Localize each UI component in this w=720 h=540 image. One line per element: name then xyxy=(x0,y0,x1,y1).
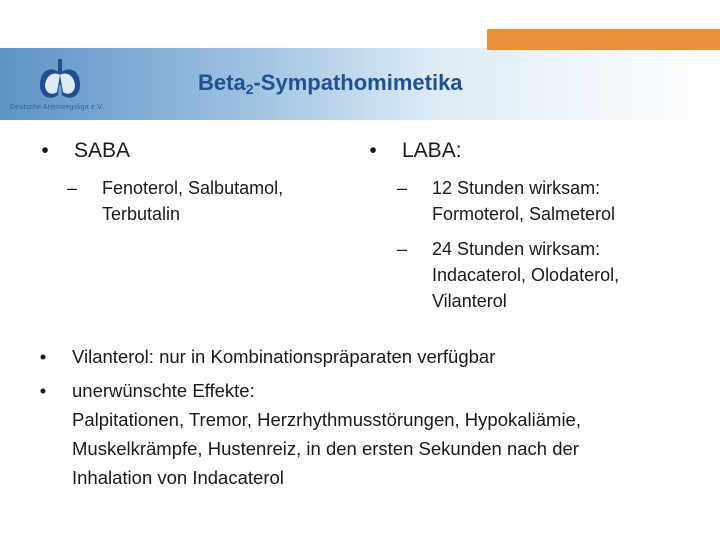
dash-marker: – xyxy=(396,239,407,259)
saba-item-line: Fenoterol, Salbutamol, xyxy=(102,178,284,198)
side-effects-line: Muskelkrämpfe, Hustenreiz, in den ersten Sekunden nach der xyxy=(72,438,579,459)
saba-item-line: Terbutalin xyxy=(102,204,181,224)
side-effects-line: Inhalation von Indacaterol xyxy=(72,467,284,488)
bullet-dot: • xyxy=(39,346,47,367)
page-title xyxy=(198,70,528,97)
side-effects-line: unerwünschte Effekte: xyxy=(72,380,255,401)
logo-caption: Deutsche Atemwegsliga e.V. xyxy=(10,104,104,111)
laba-item-line: Formoterol, Salmeterol xyxy=(432,204,616,224)
accent-bar xyxy=(487,29,720,50)
laba-item-line: 12 Stunden wirksam: xyxy=(432,178,601,198)
title-subscript: 2 xyxy=(245,81,254,97)
bullet-vilanterol xyxy=(30,342,710,371)
title-rest: -Sympathomimetika xyxy=(253,70,463,95)
bullet-dot: • xyxy=(369,139,377,162)
saba-item xyxy=(58,175,283,227)
side-effects-line: Palpitationen, Tremor, Herzrhythmusstörungen, Hypokaliämie, xyxy=(72,409,581,430)
dash-marker: – xyxy=(396,178,407,198)
title-main: Beta xyxy=(198,70,246,95)
laba-item-24h xyxy=(388,236,619,314)
laba-item-line: Indacaterol, Olodaterol, xyxy=(432,265,620,285)
bullet-laba xyxy=(358,138,462,164)
laba-item-12h xyxy=(388,175,615,227)
bullet-saba-label: SABA xyxy=(74,139,131,162)
dash-marker: – xyxy=(66,178,77,198)
bullet-vilanterol-text: Vilanterol: nur in Kombinationspräparaten verfügbar xyxy=(72,346,496,367)
bullet-side-effects xyxy=(30,376,710,492)
laba-item-line: Vilanterol xyxy=(432,291,507,311)
bullet-dot: • xyxy=(41,139,49,162)
bullet-saba xyxy=(30,138,130,164)
bullet-dot: • xyxy=(39,380,47,401)
bullet-laba-label: LABA: xyxy=(402,139,462,162)
laba-item-line: 24 Stunden wirksam: xyxy=(432,239,601,259)
lungs-logo-icon xyxy=(30,55,90,105)
